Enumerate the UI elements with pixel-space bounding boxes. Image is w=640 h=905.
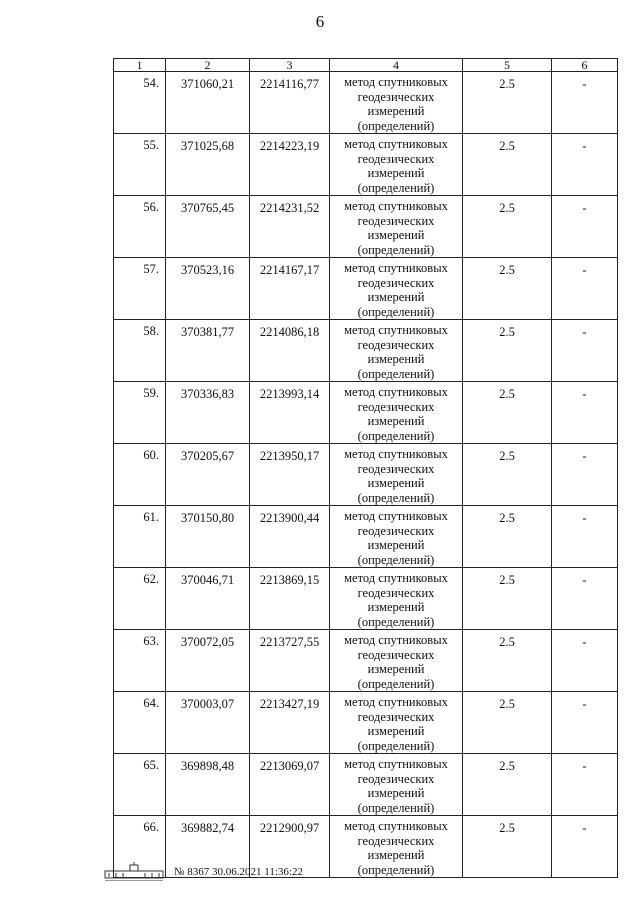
row-number: 66. [114,816,166,878]
coordinate-y: 2213950,17 [250,444,330,506]
accuracy-value: 2.5 [463,754,552,816]
coordinate-y: 2213427,19 [250,692,330,754]
coordinate-x: 369882,74 [166,816,250,878]
accuracy-value: 2.5 [463,630,552,692]
note-value: - [552,506,618,568]
table-header-row [114,59,618,72]
note-value: - [552,196,618,258]
note-value: - [552,816,618,878]
accuracy-value: 2.5 [463,258,552,320]
row-number: 62. [114,568,166,630]
determination-method: метод спутниковых геодезических измерений (определений) [330,754,463,816]
row-number: 63. [114,630,166,692]
determination-method: метод спутниковых геодезических измерений (определений) [330,134,463,196]
table-row [114,568,618,630]
coordinate-y: 2214231,52 [250,196,330,258]
determination-method: метод спутниковых геодезических измерений (определений) [330,506,463,568]
determination-method: метод спутниковых геодезических измерений (определений) [330,320,463,382]
header-col-5: 5 [463,59,552,72]
note-value: - [552,320,618,382]
header-col-3: 3 [250,59,330,72]
determination-method: метод спутниковых геодезических измерений (определений) [330,258,463,320]
table-row [114,72,618,134]
coordinate-y: 2213069,07 [250,754,330,816]
table-row [114,134,618,196]
coordinate-y: 2213900,44 [250,506,330,568]
row-number: 58. [114,320,166,382]
row-number: 56. [114,196,166,258]
note-value: - [552,444,618,506]
accuracy-value: 2.5 [463,134,552,196]
header-col-1: 1 [114,59,166,72]
note-value: - [552,692,618,754]
accuracy-value: 2.5 [463,382,552,444]
row-number: 61. [114,506,166,568]
determination-method: метод спутниковых геодезических измерений (определений) [330,568,463,630]
coordinate-x: 370381,77 [166,320,250,382]
table-row [114,754,618,816]
row-number: 65. [114,754,166,816]
coordinate-x: 370765,45 [166,196,250,258]
accuracy-value: 2.5 [463,568,552,630]
coordinate-x: 370523,16 [166,258,250,320]
row-number: 55. [114,134,166,196]
coordinate-y: 2214086,18 [250,320,330,382]
coordinates-table [113,58,618,878]
note-value: - [552,258,618,320]
row-number: 57. [114,258,166,320]
coordinate-y: 2214116,77 [250,72,330,134]
table-row [114,320,618,382]
note-value: - [552,72,618,134]
table-row [114,382,618,444]
note-value: - [552,382,618,444]
coordinate-x: 370046,71 [166,568,250,630]
accuracy-value: 2.5 [463,444,552,506]
accuracy-value: 2.5 [463,816,552,878]
note-value: - [552,134,618,196]
coordinate-x: 370336,83 [166,382,250,444]
coordinate-x: 371060,21 [166,72,250,134]
table-row [114,258,618,320]
header-col-4: 4 [330,59,463,72]
table-row [114,692,618,754]
accuracy-value: 2.5 [463,72,552,134]
note-value: - [552,630,618,692]
accuracy-value: 2.5 [463,506,552,568]
row-number: 59. [114,382,166,444]
determination-method: метод спутниковых геодезических измерений (определений) [330,692,463,754]
determination-method: метод спутниковых геодезических измерений (определений) [330,196,463,258]
table-row [114,444,618,506]
coordinate-y: 2214223,19 [250,134,330,196]
determination-method: метод спутниковых геодезических измерений (определений) [330,630,463,692]
coordinate-y: 2213727,55 [250,630,330,692]
table-row [114,196,618,258]
accuracy-value: 2.5 [463,320,552,382]
accuracy-value: 2.5 [463,692,552,754]
table-row [114,506,618,568]
determination-method: метод спутниковых геодезических измерений (определений) [330,444,463,506]
coordinate-x: 370205,67 [166,444,250,506]
row-number: 60. [114,444,166,506]
header-col-6: 6 [552,59,618,72]
coordinate-y: 2213869,15 [250,568,330,630]
coordinate-y: 2213993,14 [250,382,330,444]
document-footer [104,862,303,882]
coordinate-x: 370003,07 [166,692,250,754]
coordinate-y: 2212900,97 [250,816,330,878]
page-number: 6 [315,12,325,31]
determination-method: метод спутниковых геодезических измерений (определений) [330,72,463,134]
determination-method: метод спутниковых геодезических измерений (определений) [330,382,463,444]
government-logo [104,862,164,882]
accuracy-value: 2.5 [463,196,552,258]
note-value: - [552,568,618,630]
registration-stamp: № 8367 30.06.2021 11:36:22 [174,866,303,878]
coordinate-y: 2214167,17 [250,258,330,320]
row-number: 54. [114,72,166,134]
coordinate-x: 370072,05 [166,630,250,692]
coordinate-x: 369898,48 [166,754,250,816]
coordinate-x: 371025,68 [166,134,250,196]
row-number: 64. [114,692,166,754]
determination-method: метод спутниковых геодезических измерений (определений) [330,816,463,878]
table-row [114,630,618,692]
coordinate-x: 370150,80 [166,506,250,568]
header-col-2: 2 [166,59,250,72]
note-value: - [552,754,618,816]
